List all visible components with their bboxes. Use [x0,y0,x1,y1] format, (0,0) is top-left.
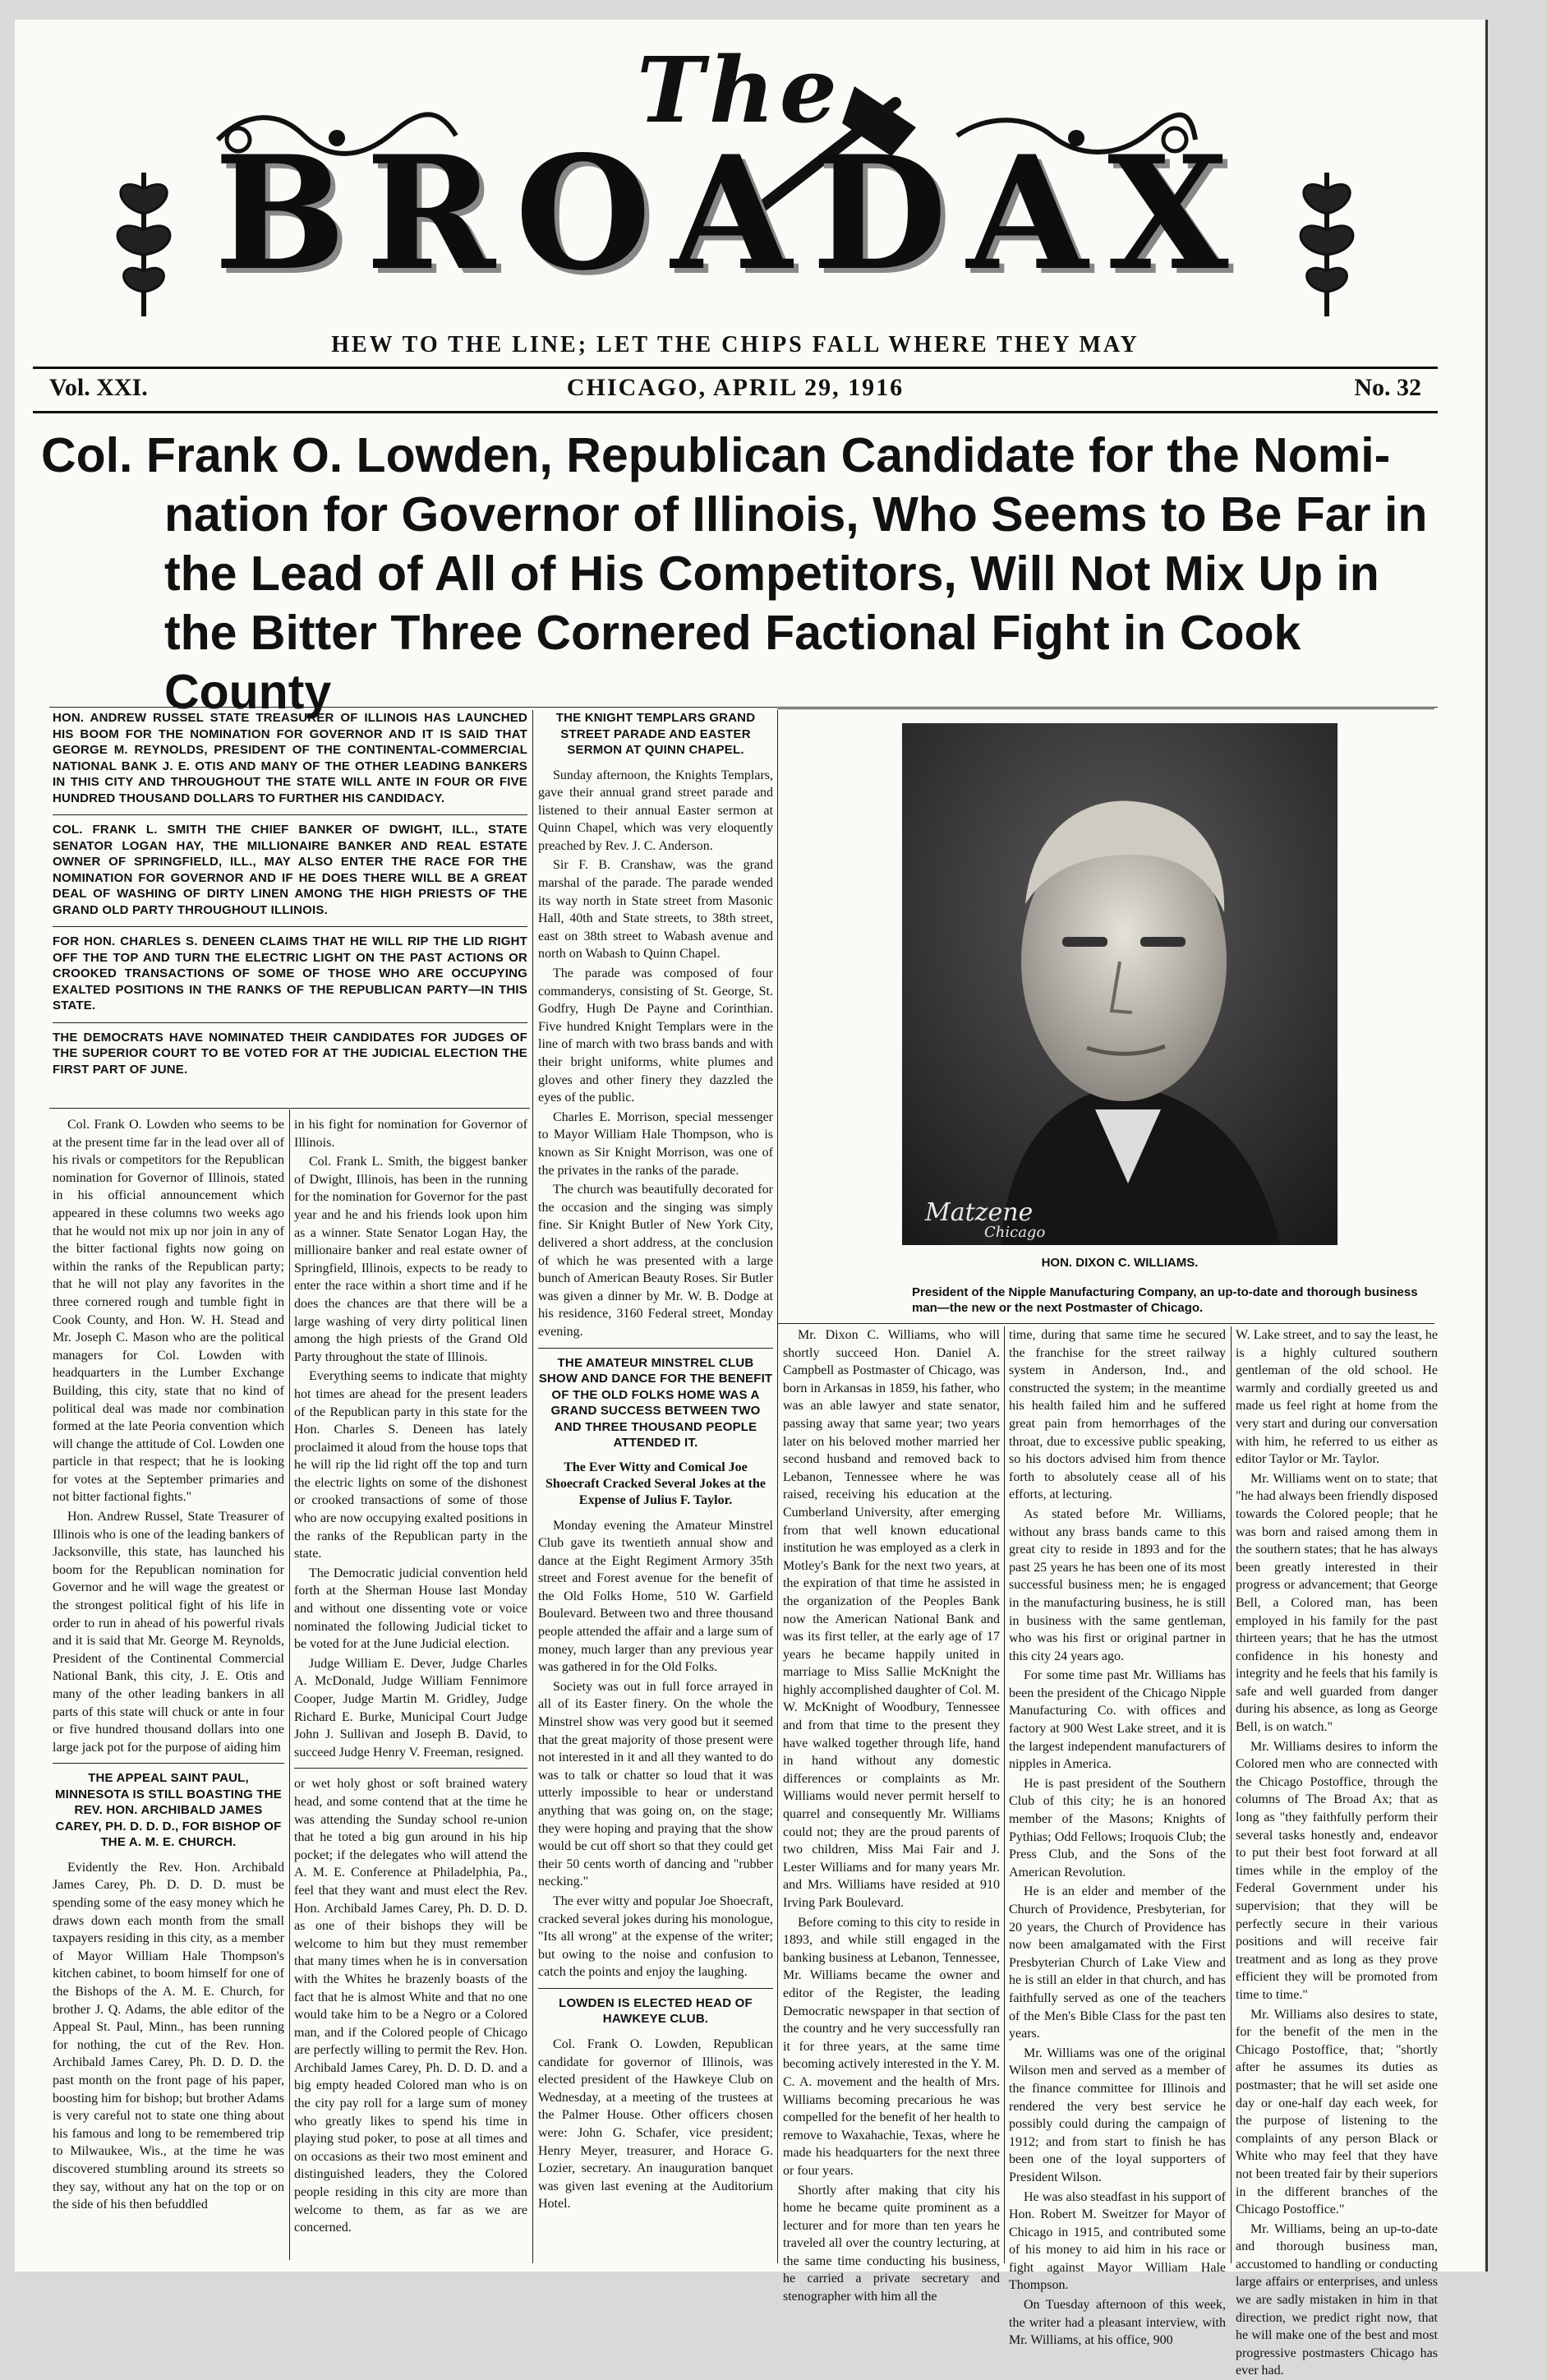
article-paragraph: The ever witty and popular Joe Shoecraft, cracked several jokes during his monologue, "Its all wrong" at the expense of the writer; but owing to the noise and confusion to catch the points and enjoy the laughing. [538,1893,773,1980]
deck-item: COL. FRANK L. SMITH THE CHIEF BANKER OF DWIGHT, ILL., STATE SENATOR LOGAN HAY, THE MILLIONAIRE BANKER AND REAL ESTATE OWNER OF SPRINGFIELD, ILL., MAY ALSO ENTER THE RACE FOR THE NOMINATION FOR GOVERNOR AND IF HE DOES THERE WILL BE A GREAT DEAL OF WASHING OF DIRTY LINEN AMONG THE HIGH PRIESTS OF THE GRAND OLD PARTY THROUGHOUT ILLINOIS. [53,823,527,917]
column-2 [294,1116,527,2267]
article-divider [294,1768,527,1769]
article-paragraph: or wet holy ghost or soft brained watery head, and some contend that at the time he was attending the Sunday school re-union that he toted a big gun around in his hip pocket; if the delegates who will attend the A. M. E. Conference at Philadelphia, Pa., feel that they want and must elect the Rev. Hon. Archibald James Carey, Ph. D. D. D. as one of their bishops they will be welcome to him but they must remember that many times when he is in conversation with the Whites he brazenly boasts of the fact that he is almost White and that no one would take him to be a Negro or a Colored man, and if the Colored people of Chicago are perfectly willing to permit the Rev. Hon. Archibald James Carey, Ph. D. D. D. and a big empty headed Colored man who is on the city pay roll for a large sum of money who greatly likes to spend his time in playing stud poker, to pose at all times and on occasions as their two most eminent and distinguished leaders, they the Colored people residing in this city are more than welcome to them, as far as we are concerned. [294,1777,527,2235]
article-paragraph: Mr. Williams was one of the original Wilson men and served as a member of the finance committee for Illinois and rendered the very best service he possibly could during the campaign of 1912; and from start to finish he has been one of the loyal supporters of President Wilson. [1009,2046,1226,2184]
deck-divider [53,926,527,927]
article-paragraph: Mr. Williams also desires to state, for the benefit of the men in the Chicago Postoffice, that; "shortly after he assumes its duties as postmaster; that he will set aside one day or one-half day each week, for the purpose of listening to the complaints of any person Black or White who may feel that they have not been treated fair by their superiors in the different branches of the Chicago Postoffice." [1236,2007,1438,2217]
deck-item: FOR HON. CHARLES S. DENEEN CLAIMS THAT HE WILL RIP THE LID RIGHT OFF THE TOP AND TURN THE ELECTRIC LIGHT ON THE PAST ACTIONS OR CROOKED TRANSACTIONS OF SOME OF THOSE WHO ARE OCCUPYING EXALTED POSITIONS IN THE RANKS OF THE REPUBLICAN PARTY—IN THIS STATE. [53,934,527,1012]
article-paragraph: Sunday afternoon, the Knights Templars, gave their annual grand street parade and listened to their annual Easter sermon at Quinn Chapel, which was very eloquently preached by Rev. J. C. Anderson. [538,768,773,853]
knights-templars-heading: THE KNIGHT TEMPLARS GRAND STREET PARADE AND EASTER SERMON AT QUINN CHAPEL. [555,711,756,757]
article-divider [538,1348,773,1349]
column-6 [1236,1326,1439,2378]
column-3 [538,710,773,2263]
column-1 [53,1116,284,2267]
deck-rule [49,1108,530,1109]
headline-line: nation for Governor of Illinois, Who Seems to Be Far in [164,487,1428,542]
article-paragraph: Mr. Williams went on to state; that "he had always been friendly disposed towards the Colored people; that he was born and raised among them in the southern states; that he has always been greatly interested in their progress or advancement; that George Bell, a Colored man, has been employed in his family for the past thirteen years; that he has the utmost confidence in his honesty and integrity and he feels that his family is safe and well guarded from danger during his absence, as long as George Bell, is on watch." [1236,1471,1439,1735]
article-paragraph: On Tuesday afternoon of this week, the writer had a pleasant interview, with Mr. Williams, at his office, 900 [1009,2298,1226,2348]
article-paragraph: Col. Frank O. Lowden, Republican candidate for governor of Illinois, was elected president of the Hawkeye Club on Wednesday, at a meeting of the trustees at the Palmer House. Other officers chosen were: John G. Schafer, vice president; Henry Meyer, treasurer, and Horace G. Lozier, secretary. An inauguration banquet was given last evening at the Auditorium Hotel. [538,2036,773,2212]
photo-caption: HON. DIXON C. WILLIAMS. [1041,1256,1199,1270]
article-paragraph: He was also steadfast in his support of Hon. Robert M. Sweitzer for Mayor of Chicago in 1915, and contributed some of his money to aid him in his race or fight against Mayor William Hale Thompson. [1009,2189,1226,2293]
dateline [49,374,1421,407]
minstrel-show-heading: THE AMATEUR MINSTREL CLUB SHOW AND DANCE FOR THE BENEFIT OF THE OLD FOLKS HOME WAS A GRAND SUCCESS BETWEEN TWO AND THREE THOUSAND PEOPLE ATTENDED IT. [538,1355,773,1450]
column-rule [289,1109,290,2260]
deck-divider [53,1022,527,1023]
masthead-motto: HEW TO THE LINE; LET THE CHIPS FALL WHERE THEY MAY [331,332,1140,357]
article-paragraph: For some time past Mr. Williams has been the president of the Chicago Nipple Manufacturing Co. with offices and factory at 900 West Lake street, and it is the largest independent manufacturers of nipples in America. [1009,1668,1226,1772]
issue-number: No. 32 [1354,374,1421,401]
column-rule [777,710,778,2263]
top-rule [33,367,1438,369]
article-divider [538,1988,773,1989]
dateline-rule [33,411,1438,413]
article-paragraph: Before coming to this city to reside in 1893, and while still engaged in the banking business at Lebanon, Tennessee, Mr. Williams became the owner and editor of the Register, the leading Democratic newspaper in that section of the country and he very successfully ran it for three years, at the same time becoming actively interested in the Y. M. C. A. movement and the health of Mrs. Williams becoming precarious he was compelled for the benefit of her health to remove to Waxahachie, Texas, where he made his headquarters for the next three or four years. [783,1915,1000,2178]
right-foliage-ornament [1282,156,1372,321]
deck-item: HON. ANDREW RUSSEL STATE TREASURER OF ILLINOIS HAS LAUNCHED HIS BOOM FOR THE NOMINATION FOR GOVERNOR AND IT IS SAID THAT GEORGE M. REYNOLDS, PRESIDENT OF THE CONTINENTAL-COMMERCIAL NATIONAL BANK J. E. OTIS AND MANY OF THE OTHER LEADING BANKERS IN THIS CITY AND THROUGHOUT THE STATE WILL ANTE IN FOUR OR FIVE HUNDRED THOUSAND DOLLARS TO FURTHER HIS CANDIDACY. [53,711,527,805]
portrait-photo [902,723,1338,1245]
deck-block [53,710,527,1086]
photo-top-rule [777,708,1434,709]
photo-bottom-rule [777,1323,1434,1324]
masthead-title: BROADAX [214,122,1249,305]
article-paragraph: Mr. Williams desires to inform the Colored men who are connected with the Chicago Postoffice, through the columns of The Broad Ax; that as long as "they faithfully perform their several tasks honestly and, endeavor to put their best foot forward at all times while in the employ of the Federal Government under his supervision; that they will be perfectly secure in their various positions and will receive fair treatment and as long as they prove efficient they will be promoted from time to time." [1236,1739,1438,2002]
hawkeye-club-heading: LOWDEN IS ELECTED HEAD OF HAWKEYE CLUB. [559,1995,753,2027]
article-paragraph: He is an elder and member of the Church of Providence, Presbyterian, for 20 years, the Church of Providence has now been amalgamated with the First Presbyterian Church of Lake View and he is still an elder in that church, and has faithfully served as one of the teachers of the Men's Bible Class for the past ten years. [1009,1884,1226,2041]
article-paragraph: time, during that same time he secured the franchise for the street railway system in Anderson, Ind., and constructed the system; in the meantime his health failed him and he suffered great pain from hemorrhages of the throat, due to excessive public speaking, so his doctors advised him from thence forth to absolutely cease all of his efforts, at lecturing. [1009,1328,1226,1502]
article-divider [53,1763,284,1764]
headline-line: the Lead of All of His Competitors, Will Not Mix Up in [164,547,1379,601]
masthead-the: The [637,37,842,143]
article-paragraph: The Democratic judicial convention held forth at the Sherman House last Monday and without one dissenting vote or voice nominated the following Judicial ticket to be voted for at the June Judicial election. [294,1566,527,1652]
masthead [33,33,1438,345]
article-paragraph: Charles E. Morrison, special messenger to Mayor William Hale Thompson, who is known as Sir Knight Morrison, was one of the privates in the ranks of the parade. [538,1109,773,1178]
article-paragraph: The church was beautifully decorated for the occasion and the singing was simply fine. Sir Knight Butler of New York City, delivered a short address, at the conclusion of which he was presented with a large bunch of American Beauty Roses. Sir Butler was given a dinner by Mr. W. B. Dodge at his residence, 3160 Federal street, Monday evening. [538,1183,773,1339]
volume-label: Vol. XXI. [49,374,148,401]
minstrel-show-subheading: The Ever Witty and Comical Joe Shoecraft Cracked Several Jokes at the Expense of Julius F. Taylor. [546,1460,766,1507]
photographer-signature: Matzene [925,1198,1034,1227]
left-foliage-ornament [99,156,189,321]
article-paragraph: Col. Frank L. Smith, the biggest banker of Dwight, Illinois, has been in the running for the nomination for Governor for the past year and he and his friends look upon him as a winner. State Senator Logan Hay, the millionaire banker and real estate owner of Springfield, Illinois, expects to be ready to enter the race within a short time and if he does the chances are that there will be a large washing of very dirty political linen among the high priests of the Grand Old Party throughout the state of Illinois. [294,1155,527,1364]
column-rule [1004,1326,1005,2263]
article-paragraph: Mr. Dixon C. Williams, who will shortly succeed Hon. Daniel A. Campbell as Postmaster of Chicago, was born in Arkansas in 1859, his father, who was an able lawyer and state senator, passing away that same year; two years later on his beloved mother married her second husband and removed back to Lebanon, Tennessee where he was raised, receiving his education at the Cumberland University, after emerging from that well known educational institution he was employed as a clerk in Motley's Bank for the next two years, at the expiration of that time he assisted in the organization of the Peoples Bank now the American National Bank and was its first teller, at the early age of 17 years he became happily united in marriage to Miss Sallie McKnight the highly accomplished daughter of Col. M. W. McKnight of Woodbury, Tennessee and from that time to the present they have walked together through life, hand in hand without any domestic differences or complaints as Mr. Williams would never permit herself to quarrel and consequently Mr. Williams could not; they are the proud parents of two children, Miss Mai Fair and J. Lester Williams and for many years Mr. and Mrs. Williams have resided at 910 Irving Park Boulevard. [783,1328,1000,1910]
article-paragraph: Everything seems to indicate that mighty hot times are ahead for the present leaders of the Republican party in this state for the Hon. Charles S. Deneen has lately proclaimed it aloud from the house tops that he will rip the lid right off the top and turn the electric lights on some of the dishonest or crooked transactions of some of those who are now occupying exalted positions in the ranks of the Republican party in the state. [294,1369,527,1561]
photographer-city: Chicago [984,1224,1046,1241]
article-paragraph: Hon. Andrew Russel, State Treasurer of Illinois who is one of the leading bankers of Jacksonville, this state, has launched his boom for the Republican nomination for Governor and he will wage the greatest or the strongest political fight of his life in order to run in ahead of his powerful rivals and it is said that Mr. George M. Reynolds, President of the Continental Commercial National Bank, this city, J. E. Otis and many of the other leading bankers in all parts of this state will chuck or ante in four or five hundred thousand dollars into one large jack pot for the purpose of aiding him [53,1510,284,1755]
column-rule [1231,1326,1232,2263]
article-paragraph: Society was out in full force arrayed in all of its Easter finery. On the whole the Minstrel show was very good but it seemed that the great majority of those present were not interested in it and all they wanted to do was to talk or chatter so loud that it was utterly impossible to hear or understand anything that was going on, on the stage; they were hoping and praying that the show would be cut off short so that they could get their 50 cents worth of dancing and "rubber necking." [538,1679,773,1889]
article-paragraph: Shortly after making that city his home he became quite prominent as a lecturer and for more than ten years he traveled all over the country lecturing, at the same time conducting his business, he carried a private secretary and stenographer with him all the [783,2183,1000,2304]
column-4 [783,1326,1000,2304]
headline-line: Col. Frank O. Lowden, Republican Candidate for the Nomi- [41,428,1391,482]
appeal-article-heading: THE APPEAL SAINT PAUL, MINNESOTA IS STILL BOASTING THE REV. HON. ARCHIBALD JAMES CAREY, PH. D. D. D., FOR BISHOP OF THE A. M. E. CHURCH. [55,1771,282,1850]
article-paragraph: Mr. Williams, being an up-to-date and thorough business man, accustomed to handling or conducting large affairs or enterprises, and unless we are sadly mistaken in him in that direction, we predict right now, that he will make one of the best and most progressive postmasters Chicago has ever had. [1236,2221,1438,2378]
article-paragraph: Monday evening the Amateur Minstrel Club gave its twentieth annual show and dance at the Eight Regiment Armory 35th street and Forest avenue for the benefit of the Old Folks Home, 510 W. Garfield Boulevard. Between two and three thousand people attended the affair and a large sum of money, much larger than any previous year was gathered in for the Old Folks. [538,1518,773,1675]
article-paragraph: W. Lake street, and to say the least, he is a highly cultured southern gentleman of the old school. He warmly and cordially greeted us and made us feel right at home from the very start and during our conversation with him, he referred to us either as editor Taylor or Mr. Taylor. [1236,1328,1438,1467]
main-headline [41,426,1438,722]
headline-line: the Bitter Three Cornered Factional Fight in Cook [164,606,1301,660]
article-paragraph: Sir F. B. Cranshaw, was the grand marshal of the parade. The parade wended its way north in State street from Masonic Hall, 40th and State streets, to 38th street, east on 38th street to Wabash avenue and north on Wabash to Quinn Chapel. [538,858,773,962]
article-paragraph: in his fight for nomination for Governor of Illinois. [294,1118,527,1150]
photo-subcaption: President of the Nipple Manufacturing Company, an up-to-date and thorough business man—the new or the next Postmaster of Chicago. [912,1285,1418,1315]
issue-date: CHICAGO, APRIL 29, 1916 [566,374,905,401]
article-paragraph: Judge William E. Dever, Judge Charles A. McDonald, Judge William Fennimore Cooper, Judge Martin M. Gridley, Judge Richard E. Burke, Municipal Court Judge John J. Sullivan and Joseph B. David, to succeed Judge Henry V. Freeman, resigned. [294,1656,527,1760]
headline-rule [49,707,1438,708]
deck-item: THE DEMOCRATS HAVE NOMINATED THEIR CANDIDATES FOR JUDGES OF THE SUPERIOR COURT TO BE VOTED FOR AT THE JUDICIAL ELECTION THE FIRST PART OF JUNE. [53,1030,527,1077]
article-paragraph: He is past president of the Southern Club of this city; he is an honored member of the Masons; Knights of Pythias; Odd Fellows; Iroquois Club; the Press Club, and the Sons of the American Revolution. [1009,1776,1226,1880]
article-paragraph: Evidently the Rev. Hon. Archibald James Carey, Ph. D. D. D. must be spending some of the easy money which he draws down each month from the small taxpayers residing in this city, as a member of Mayor William Hale Thompson's kitchen cabinet, to boom himself for one of the Bishops of the A. M. E. Church, for brother J. Q. Adams, the able editor of the Appeal St. Paul, Minn., has been running for nothing, the cut of the Rev. Hon. Archibald James Carey, Ph. D. D. D. the past month on the front page of his paper, boosting him for bishop; but brother Adams is very careful not to state one thing about his famous and long to be remembered trip to Milwaukee, Wis., at the time he was discovered stumbling around its streets so they say, without any hat on the top or on the side of his then befuddled [53,1860,284,2212]
column-rule [532,710,533,2263]
portrait-image [902,723,1338,1245]
headline-line: County [164,665,332,719]
article-paragraph: As stated before Mr. Williams, without any brass bands came to this great city to reside in 1893 and for the past 25 years he has been one of its most successful business men; he is engaged in the manufacturing business, he is still in business with the same gentleman, who was his first or original partner in this city 24 years ago. [1009,1506,1226,1663]
deck-divider [53,814,527,815]
article-paragraph: The parade was composed of four commanderys, consisting of St. George, St. Godfry, Hugh De Payne and Corinthian. Five hundred Knight Templars were in the line of march with two brass bands and with their bright uniforms, white plumes and gloves and other finery they dazzled the eyes of the public. [538,966,773,1105]
article-paragraph: Col. Frank O. Lowden who seems to be at the present time far in the lead over all of his rivals or competitors for the Republican nomination for Governor of Illinois, stated in his official announcement which appeared in these columns two weeks ago that he would not mix up nor join in any of the bitter factional fights now going on within the ranks of the Republican party; that he will not play any favorites in the three cornered rough and tumble fight in Cook County, and Hon. W. H. Stead and Mr. Joseph C. Mason who are the political managers for Col. Lowden with headquarters in the Lumber Exchange Building, this city, state that no kind of political deal was made nor combination formed at the late Peoria convention which will change the attitude of Col. Lowden one particle in that respect; that he is looking for votes at the September primaries and not bitter factional fights." [53,1118,284,1505]
column-5 [1009,1326,1226,2348]
